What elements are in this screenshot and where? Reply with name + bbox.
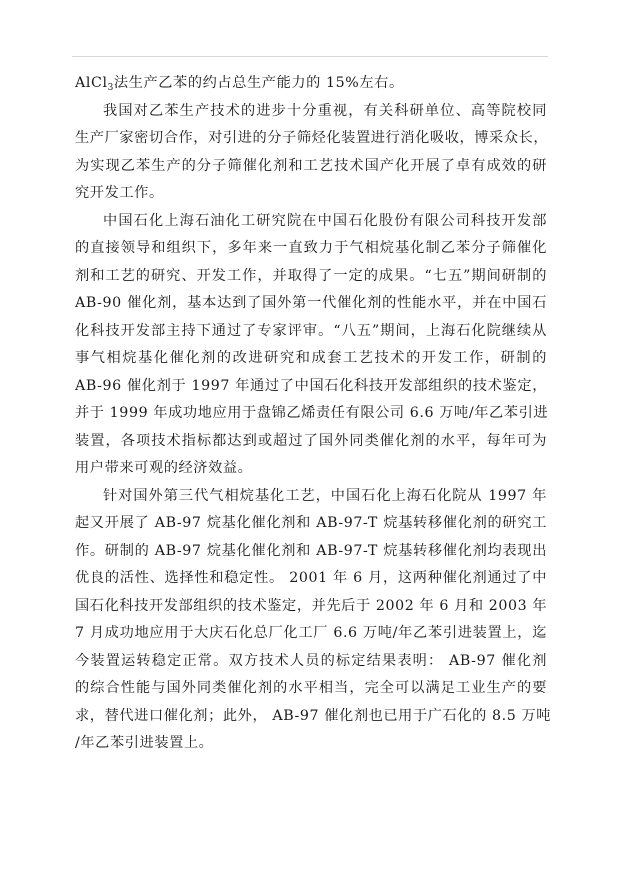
text-run: 作。研制的 AB-97 烷基化催化剂和 AB-97-T 烷基转移催化剂均表现出 [75, 542, 547, 559]
text-line [75, 593, 547, 621]
text-line [75, 455, 547, 483]
text-line [75, 648, 547, 676]
text-run: 求，替代进口催化剂；此外， AB-97 催化剂也已用于广石化的 8.5 万吨 [75, 707, 552, 724]
text-run: 法生产乙苯的约占总生产能力的 15%左右。 [113, 75, 404, 91]
text-line [75, 290, 547, 318]
text-run: 优良的活性、选择性和稳定性。 2001 年 6 月，这两种催化剂通过了中 [75, 570, 547, 586]
text-run: 我国对乙苯生产技术的进步十分重视，有关科研单位、高等院校同 [103, 102, 547, 119]
text-run: 并于 1999 年成功地应用于盘锦乙烯责任有限公司 6.6 万吨/年乙苯引进 [75, 405, 549, 421]
text-line [75, 263, 547, 291]
paragraph [75, 98, 547, 208]
text-line [75, 373, 547, 401]
text-line [75, 675, 547, 703]
paragraph [75, 70, 547, 98]
text-run: 中国石化上海石油化工研究院在中国石化股份有限公司科技开发部 [103, 212, 547, 229]
paragraph [75, 208, 547, 483]
text-run: 究开发工作。 [75, 185, 164, 201]
text-run: /年乙苯引进装置上。 [75, 735, 214, 751]
subscript-text: 3 [107, 83, 114, 93]
text-line [75, 125, 547, 153]
text-line [75, 180, 547, 208]
text-run: 为实现乙苯生产的分子筛催化剂和工艺技术国产化开展了卓有成效的研 [75, 157, 547, 174]
text-run: AB-90 催化剂，基本达到了国外第一代催化剂的性能水平，并在中国石 [75, 295, 547, 311]
text-line [75, 235, 547, 263]
text-line [75, 703, 552, 731]
text-run: 事气相烷基化催化剂的改进研究和成套工艺技术的开发工作，研制的 [75, 350, 547, 366]
paragraph [75, 483, 552, 758]
text-run: 国石化科技开发部组织的技术鉴定，并先后于 2002 年 6 月和 2003 年 [75, 597, 548, 614]
text-line [75, 208, 547, 236]
text-line [75, 428, 547, 456]
text-line [75, 98, 547, 126]
text-line [75, 345, 547, 373]
text-run: 剂和工艺的研究、开发工作，并取得了一定的成果。“七五”期间研制的 [75, 267, 547, 284]
text-line [75, 730, 547, 758]
text-run: 生产厂家密切合作，对引进的分子筛烃化装置进行消化吸收，博采众长， [75, 130, 549, 146]
text-run: AlCl [75, 75, 108, 91]
text-line [75, 318, 547, 346]
text-run: 用户带来可观的经济效益。 [75, 460, 253, 476]
text-line [75, 483, 547, 511]
text-run: 化科技开发部主持下通过了专家评审。“八五”期间，上海石化院继续从 [75, 322, 547, 339]
text-line [75, 565, 547, 593]
text-line [75, 70, 547, 98]
text-run: 装置，各项技术指标都达到或超过了国外同类催化剂的水平，每年可为 [75, 432, 547, 449]
text-run: 7 月成功地应用于大庆石化总厂化工厂 6.6 万吨/年乙苯引进装置上，迄 [75, 625, 547, 641]
text-run: 今装置运转稳定正常。双方技术人员的标定结果表明： AB-97 催化剂 [75, 652, 547, 669]
header-divider [72, 56, 548, 57]
text-run: AB-96 催化剂于 1997 年通过了中国石化科技开发部组织的技术鉴定， [75, 377, 547, 394]
document-body [75, 70, 552, 758]
text-run: 的直接领导和组织下，多年来一直致力于气相烷基化制乙苯分子筛催化 [75, 240, 547, 256]
text-line [75, 153, 547, 181]
text-line [75, 620, 547, 648]
text-line [75, 400, 547, 428]
text-line [75, 538, 547, 566]
text-line [75, 510, 547, 538]
text-run: 起又开展了 AB-97 烷基化催化剂和 AB-97-T 烷基转移催化剂的研究工 [75, 515, 547, 531]
text-run: 针对国外第三代气相烷基化工艺，中国石化上海石化院从 1997 年 [103, 487, 547, 504]
text-run: 的综合性能与国外同类催化剂的水平相当，完全可以满足工业生产的要 [75, 680, 547, 696]
